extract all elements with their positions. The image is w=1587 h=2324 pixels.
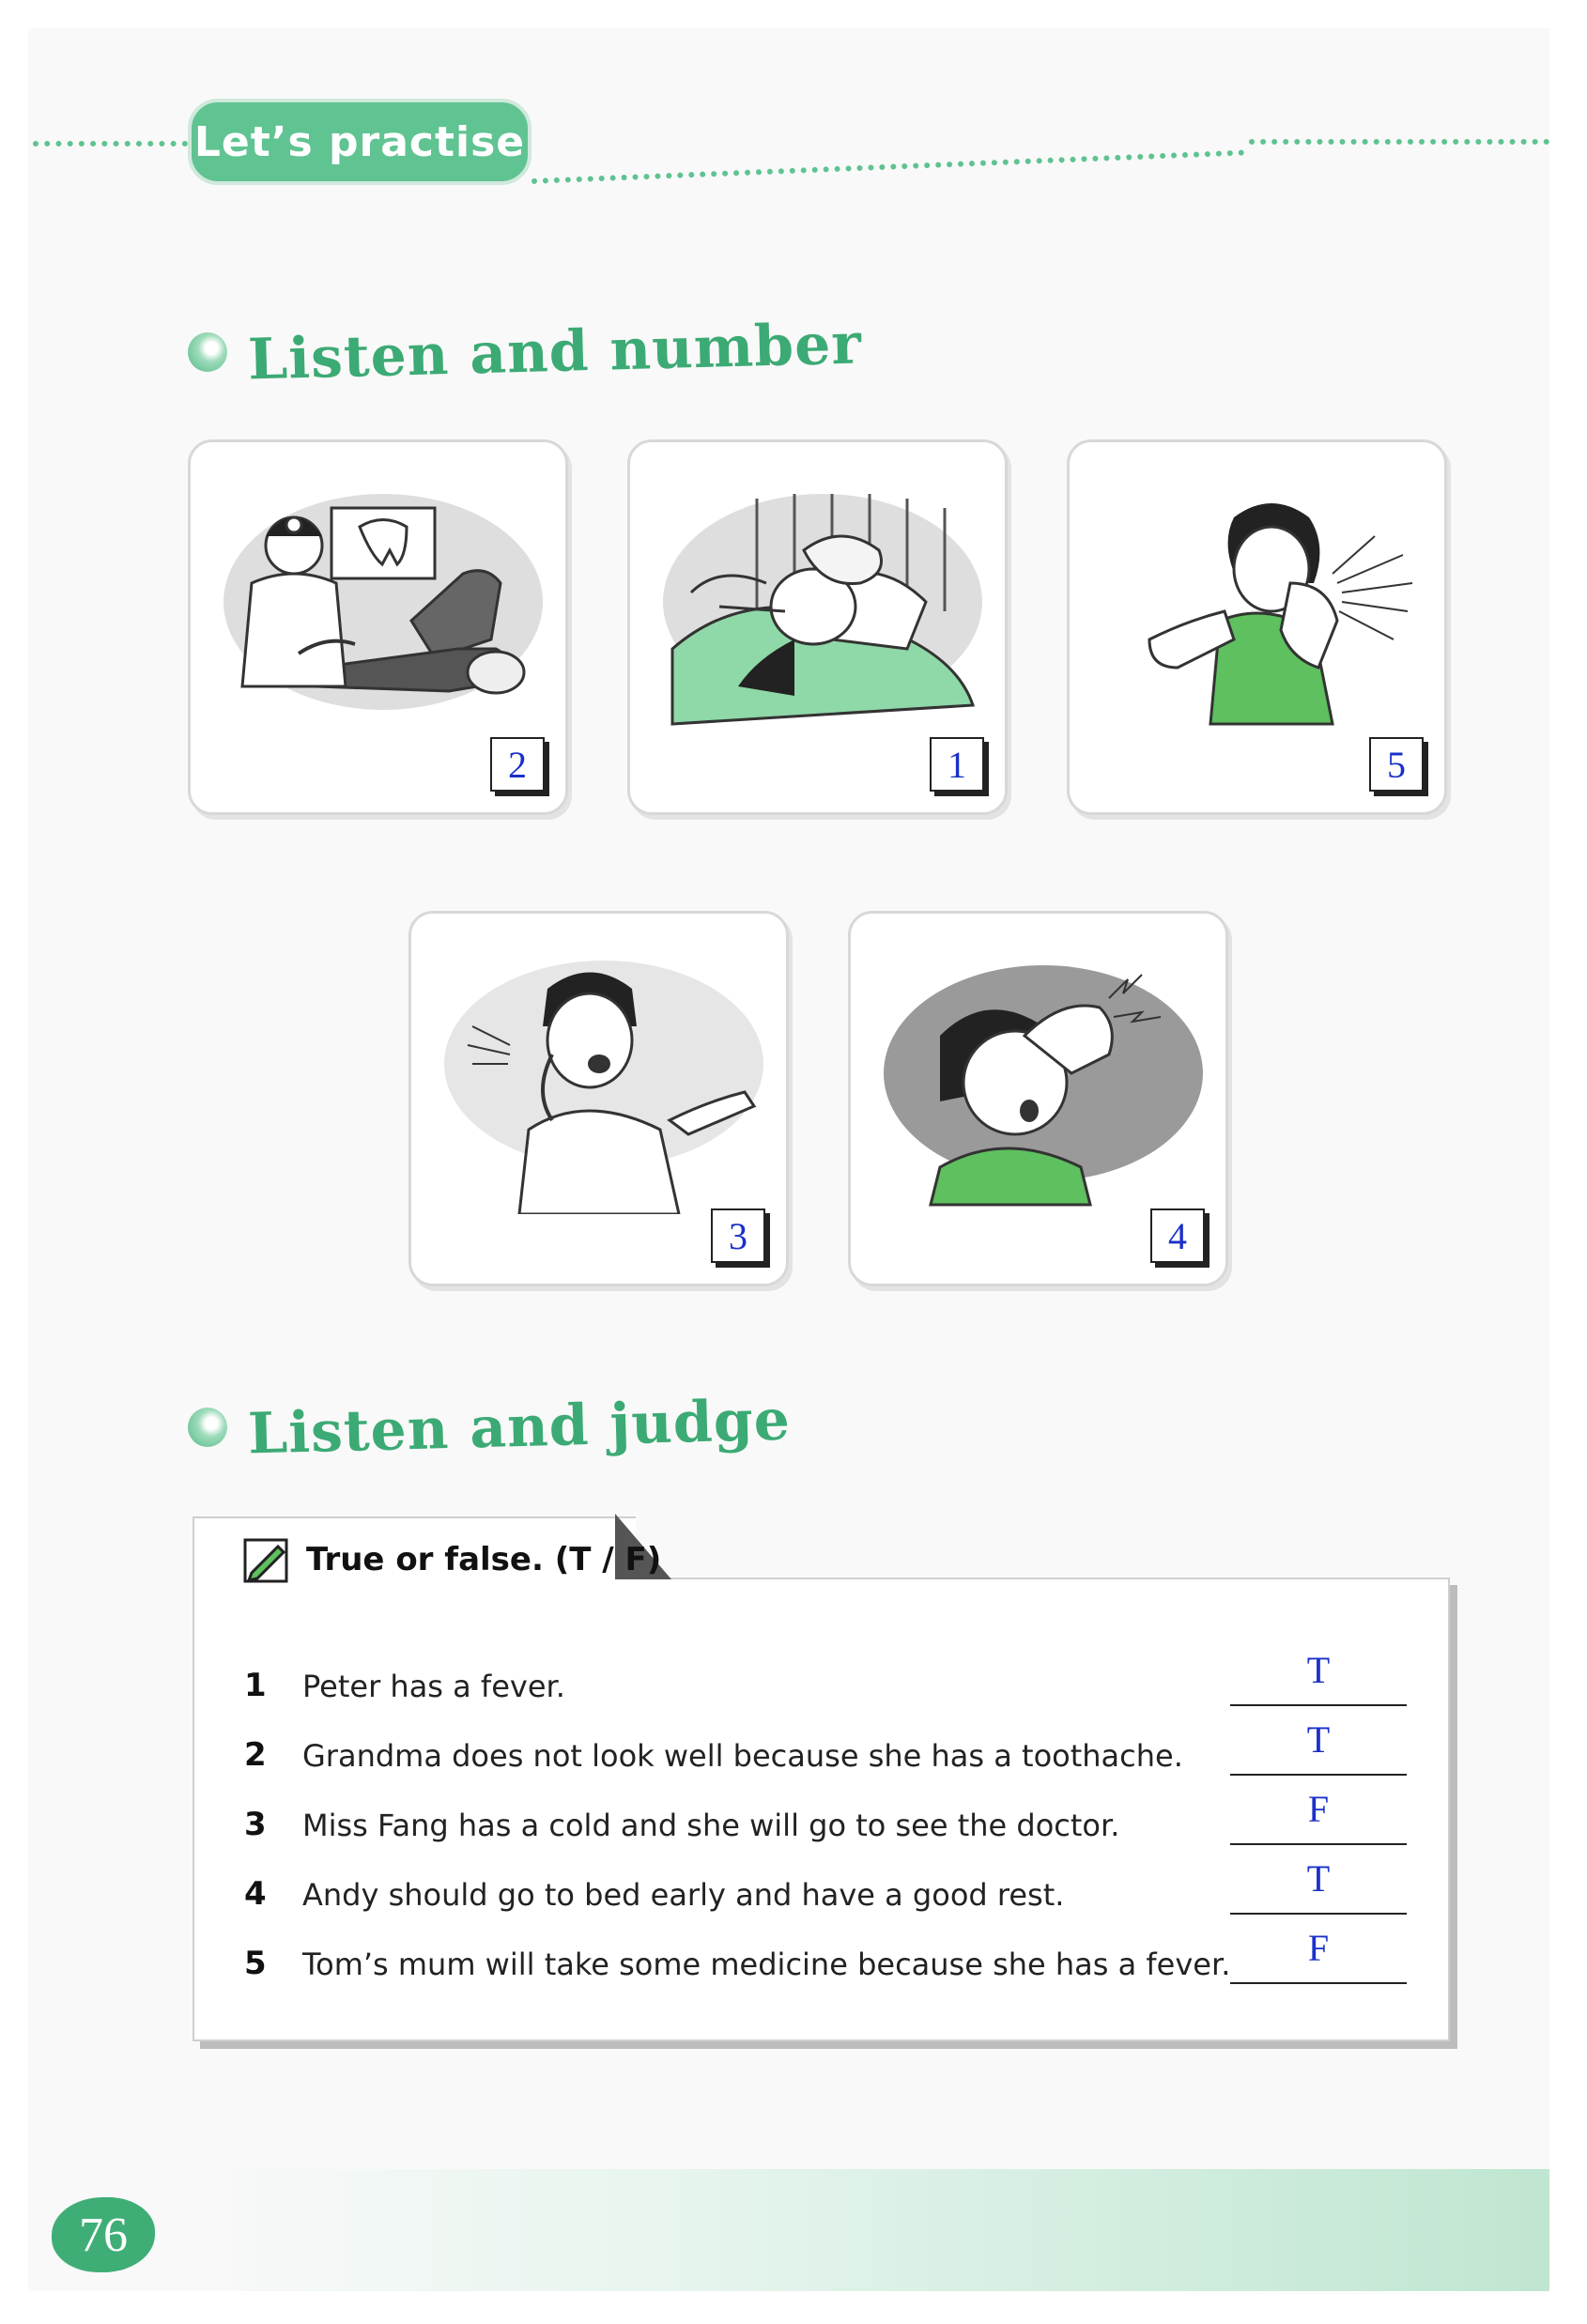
item-answer[interactable]: F (1307, 1788, 1330, 1830)
picture-card-fever-in-bed (627, 439, 1008, 815)
header-dotted-line-far-right (1249, 139, 1549, 145)
true-false-heading-text: True or false. (T / F) (306, 1541, 662, 1578)
pencil-note-icon (242, 1535, 291, 1584)
judge-item (244, 1718, 1409, 1793)
answer-number-box: 1 (930, 737, 984, 792)
toothache-boy-illustration (435, 951, 768, 1214)
answer-line (1230, 1774, 1407, 1776)
item-statement: Peter has a fever. (302, 1669, 565, 1704)
item-statement: Grandma does not look well because she has a toothache. (302, 1738, 1183, 1774)
item-number: 4 (244, 1875, 267, 1913)
page-number-badge (52, 2197, 155, 2272)
answer-line (1230, 1843, 1407, 1845)
section-title-text: Listen and number (247, 311, 863, 393)
picture-card-toothache-boy (408, 911, 789, 1286)
section-title-listen-number (188, 311, 863, 393)
bullet-ball-icon (188, 332, 227, 372)
item-statement: Tom’s mum will take some medicine because she has a fever. (302, 1947, 1231, 1982)
headache-boy-illustration (874, 951, 1208, 1214)
answer-line (1230, 1982, 1407, 1984)
section-title-text: Listen and judge (247, 1387, 792, 1468)
item-statement: Miss Fang has a cold and she will go to see the doctor. (302, 1808, 1120, 1843)
judge-item (244, 1788, 1409, 1862)
picture-card-headache-boy (848, 911, 1228, 1286)
section-ribbon (188, 99, 532, 185)
picture-card-sneezing-girl (1067, 439, 1447, 815)
page-number: 76 (79, 2208, 128, 2262)
judge-item (244, 1649, 1409, 1723)
picture-card-dentist (188, 439, 568, 815)
section-title-listen-judge (188, 1387, 792, 1468)
item-answer[interactable]: T (1306, 1857, 1331, 1900)
item-number: 5 (244, 1945, 267, 1982)
item-number: 2 (244, 1736, 267, 1774)
item-answer[interactable]: F (1307, 1927, 1330, 1969)
item-number: 3 (244, 1806, 267, 1843)
dentist-illustration (214, 480, 547, 743)
answer-number-box: 2 (490, 737, 545, 792)
true-false-heading (242, 1535, 661, 1584)
judge-item (244, 1857, 1409, 1932)
judge-item (244, 1927, 1409, 2001)
answer-number-box: 5 (1369, 737, 1424, 792)
answer-line (1230, 1704, 1407, 1706)
item-statement: Andy should go to bed early and have a good rest. (302, 1877, 1065, 1913)
fever-in-bed-illustration (654, 480, 987, 743)
answer-number-box: 4 (1150, 1208, 1205, 1263)
sneezing-girl-illustration (1093, 480, 1426, 743)
item-number: 1 (244, 1667, 267, 1704)
ribbon-label: Let’s practise (193, 117, 526, 166)
item-answer[interactable]: T (1306, 1718, 1331, 1761)
answer-number-box: 3 (711, 1208, 765, 1263)
bullet-ball-icon (188, 1408, 227, 1447)
bottom-decoration-band (188, 2169, 1549, 2291)
header-dotted-line-left (33, 141, 188, 146)
answer-line (1230, 1913, 1407, 1915)
item-answer[interactable]: T (1306, 1649, 1331, 1691)
